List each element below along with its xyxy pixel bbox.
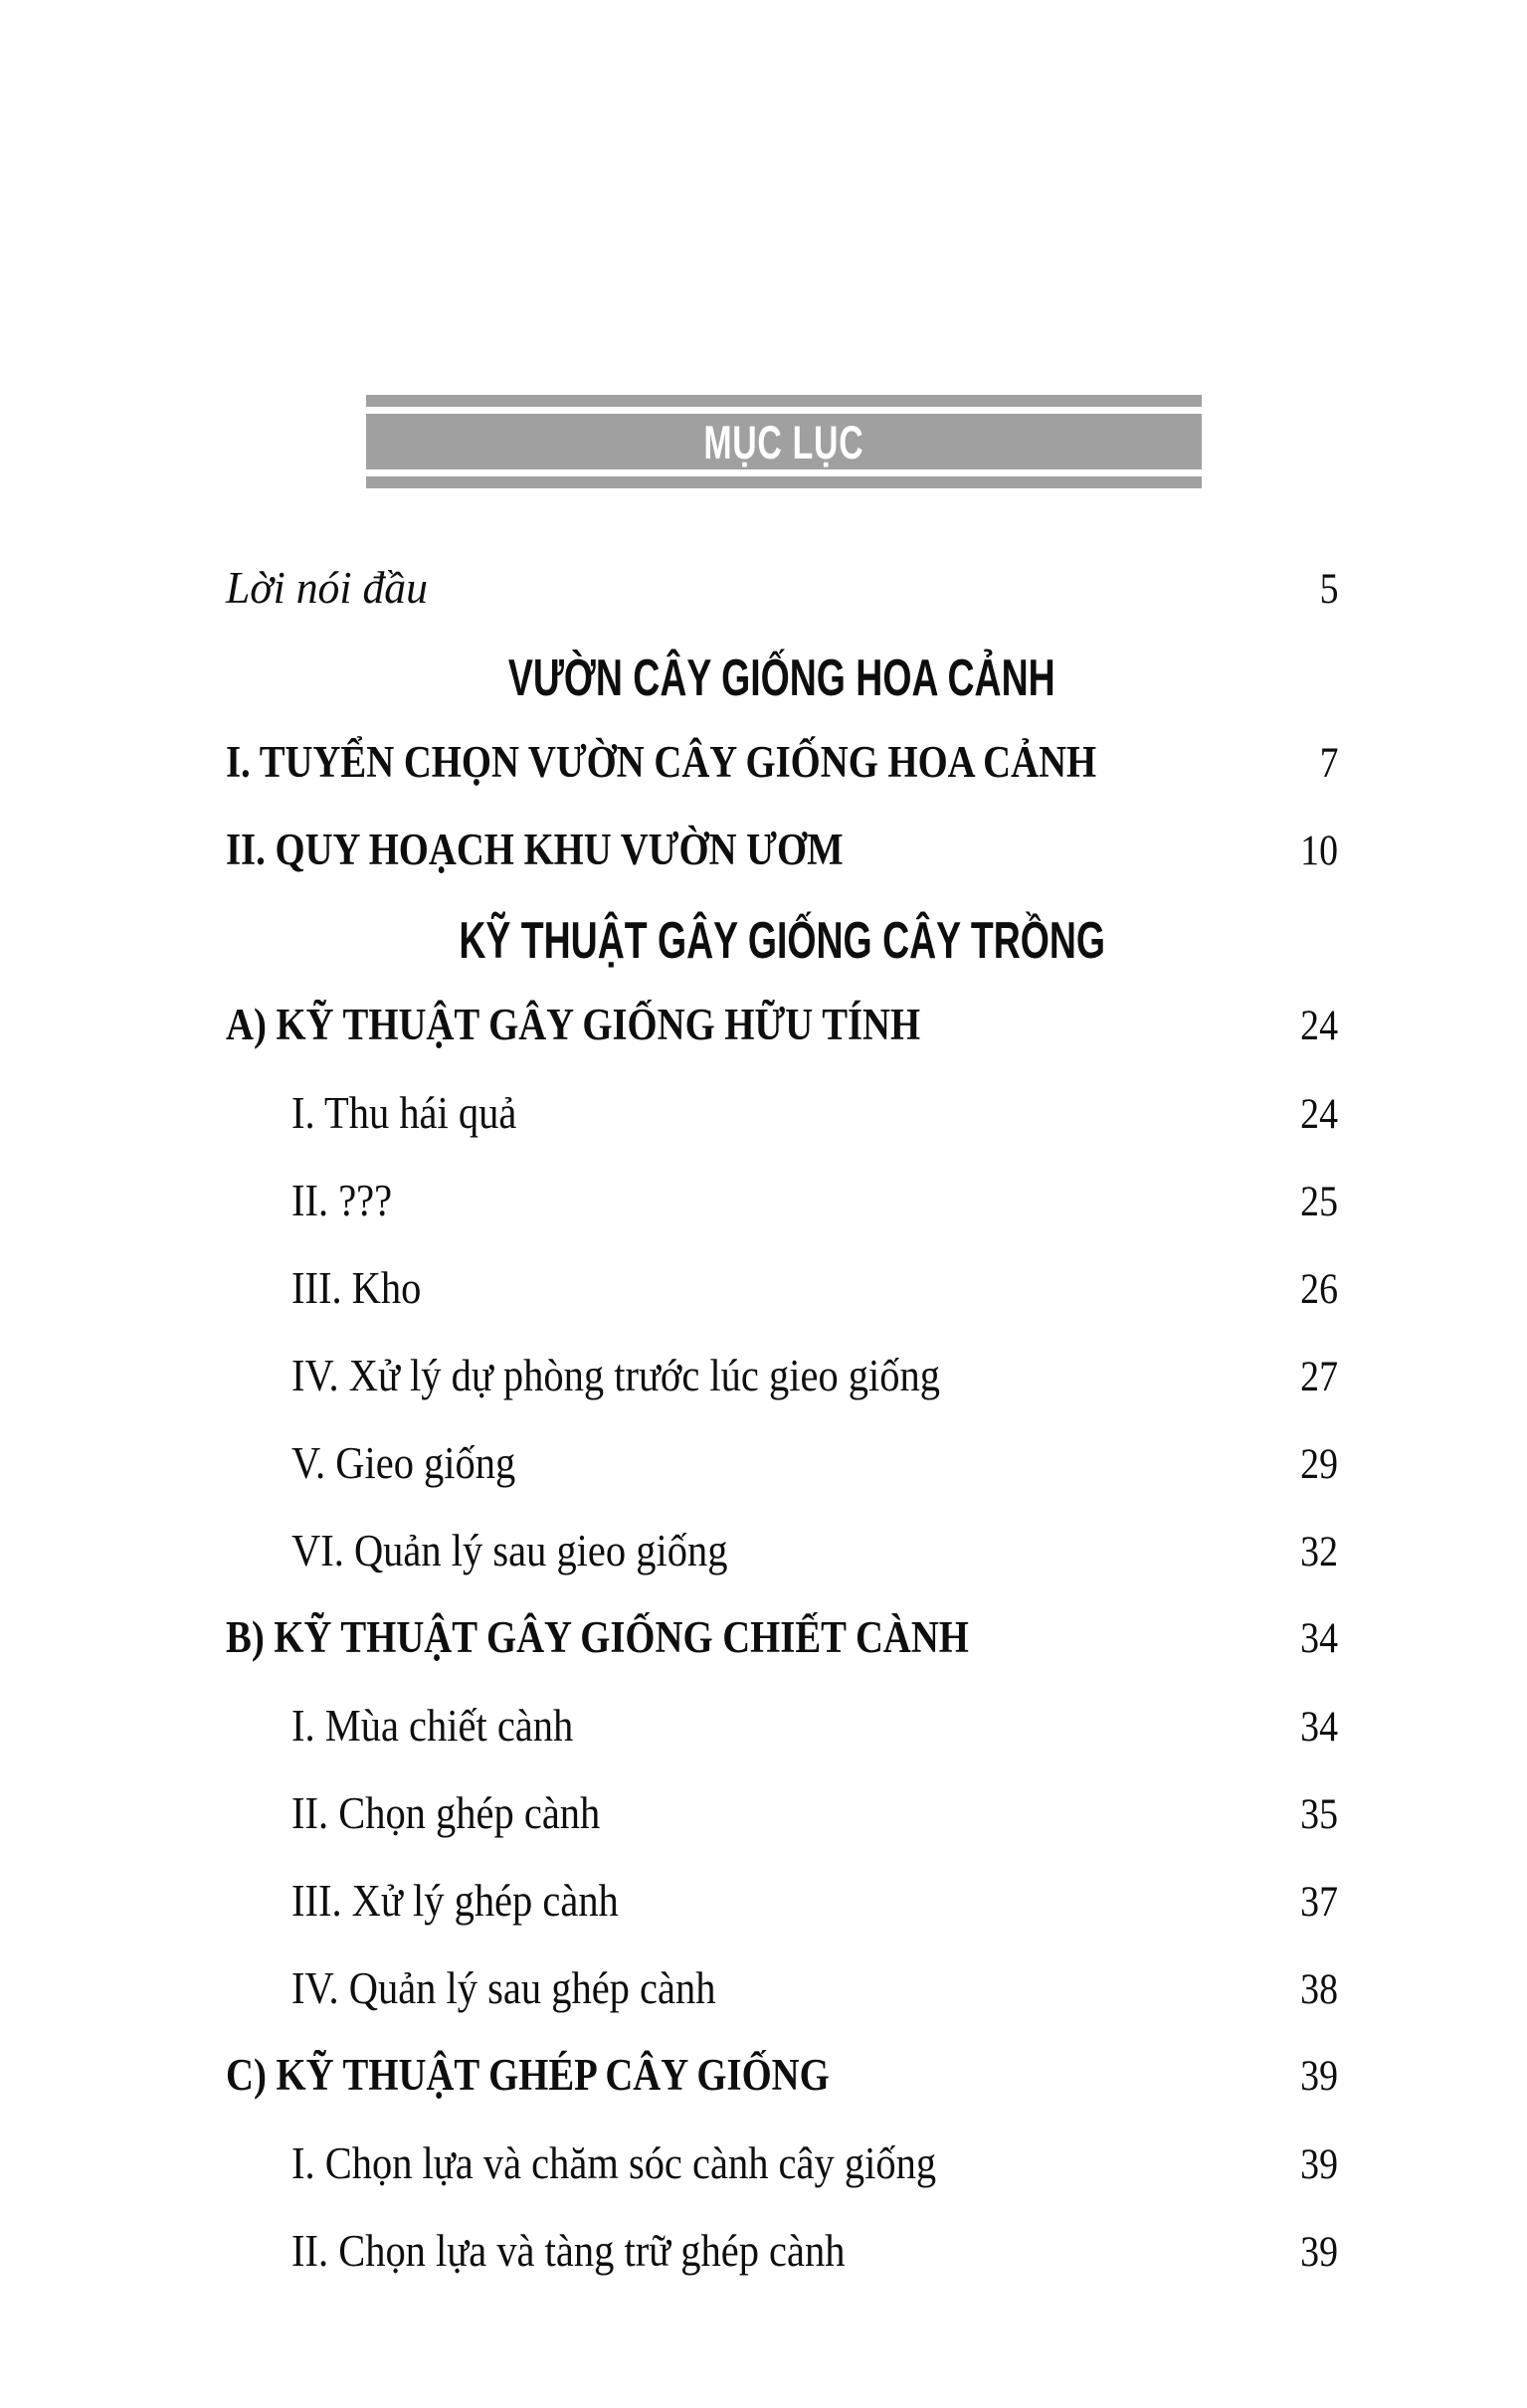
toc-row: [226, 2195, 1338, 2283]
toc-row: [226, 620, 1338, 707]
toc-row-page-number: 39: [1300, 2229, 1338, 2276]
toc-row: [226, 707, 1338, 795]
toc-row-page-number: 32: [1300, 1529, 1338, 1575]
toc-list: [226, 532, 1338, 2283]
toc-row: [226, 2020, 1338, 2108]
toc-row-label: II. Chọn lựa và tàng trữ ghép cành: [291, 2225, 846, 2276]
toc-row-page-number: 25: [1300, 1179, 1338, 1225]
toc-banner: [366, 395, 1202, 488]
toc-row-page-number: 39: [1300, 2053, 1338, 2100]
toc-row: [226, 882, 1338, 970]
toc-row-label: Lời nói đầu: [226, 562, 429, 613]
toc-row-label: II. QUY HOẠCH KHU VƯỜN ƯƠM: [226, 825, 844, 874]
toc-row-label: IV. Quản lý sau ghép cành: [291, 1962, 716, 2013]
banner-bottom-stripe: [366, 476, 1202, 488]
toc-row-page-number: 10: [1300, 828, 1338, 874]
toc-row-label: I. Mùa chiết cành: [291, 1700, 574, 1751]
toc-row-label: IV. Xử lý dự phòng trước lúc gieo giống: [291, 1350, 941, 1400]
toc-row: [226, 970, 1338, 1057]
toc-row-label: VI. Quản lý sau gieo giống: [291, 1525, 728, 1575]
toc-row-page-number: 27: [1300, 1354, 1338, 1400]
toc-row: [226, 1145, 1338, 1232]
toc-row-label: B) KỸ THUẬT GÂY GIỐNG CHIẾT CÀNH: [226, 1612, 969, 1662]
toc-row-label: II. Chọn ghép cành: [291, 1787, 601, 1838]
toc-row: [226, 1407, 1338, 1495]
toc-row-label: V. Gieo giống: [291, 1437, 516, 1488]
toc-row: [226, 1495, 1338, 1582]
page-title: MỤC LỤC: [703, 415, 864, 468]
toc-row: [226, 1232, 1338, 1320]
toc-row-label: VƯỜN CÂY GIỐNG HOA CẢNH: [508, 649, 1055, 707]
toc-row-label: KỸ THUẬT GÂY GIỐNG CÂY TRỒNG: [459, 912, 1105, 970]
banner-title-bar: [366, 414, 1202, 469]
toc-row: [226, 1758, 1338, 1845]
toc-row-page-number: 34: [1300, 1704, 1338, 1751]
toc-row: [226, 1320, 1338, 1407]
toc-row-label: II. ???: [291, 1175, 393, 1225]
toc-row-page-number: 29: [1300, 1441, 1338, 1488]
toc-row-page-number: 24: [1300, 1091, 1338, 1138]
toc-row: [226, 1582, 1338, 1670]
toc-row: [226, 795, 1338, 882]
toc-row-page-number: 34: [1300, 1615, 1338, 1662]
toc-row-page-number: 35: [1300, 1791, 1338, 1838]
toc-row-page-number: 39: [1300, 2141, 1338, 2188]
toc-row: [226, 1670, 1338, 1758]
toc-row-label: I. TUYỂN CHỌN VƯỜN CÂY GIỐNG HOA CẢNH: [226, 737, 1097, 787]
toc-row: [226, 1933, 1338, 2020]
toc-row-label: I. Chọn lựa và chăm sóc cành cây giống: [291, 2137, 937, 2188]
toc-row-page-number: 38: [1300, 1966, 1338, 2013]
toc-row: [226, 1057, 1338, 1145]
toc-row: [226, 532, 1338, 620]
toc-row: [226, 1845, 1338, 1933]
toc-row-label: III. Kho: [291, 1262, 422, 1313]
toc-row-page-number: 7: [1319, 740, 1338, 787]
banner-top-stripe: [366, 395, 1202, 407]
toc-row: [226, 2108, 1338, 2195]
toc-row-label: I. Thu hái quả: [291, 1087, 517, 1138]
toc-row-label: A) KỸ THUẬT GÂY GIỐNG HỮU TÍNH: [226, 1000, 921, 1049]
toc-row-page-number: 37: [1300, 1879, 1338, 1926]
toc-row-page-number: 5: [1319, 566, 1338, 613]
toc-row-label: C) KỸ THUẬT GHÉP CÂY GIỐNG: [226, 2050, 830, 2100]
toc-row-page-number: 26: [1300, 1266, 1338, 1313]
banner-bottom-gap: [366, 469, 1202, 476]
banner-top-gap: [366, 407, 1202, 414]
toc-row-page-number: 24: [1300, 1003, 1338, 1049]
toc-row-label: III. Xử lý ghép cành: [291, 1875, 619, 1926]
